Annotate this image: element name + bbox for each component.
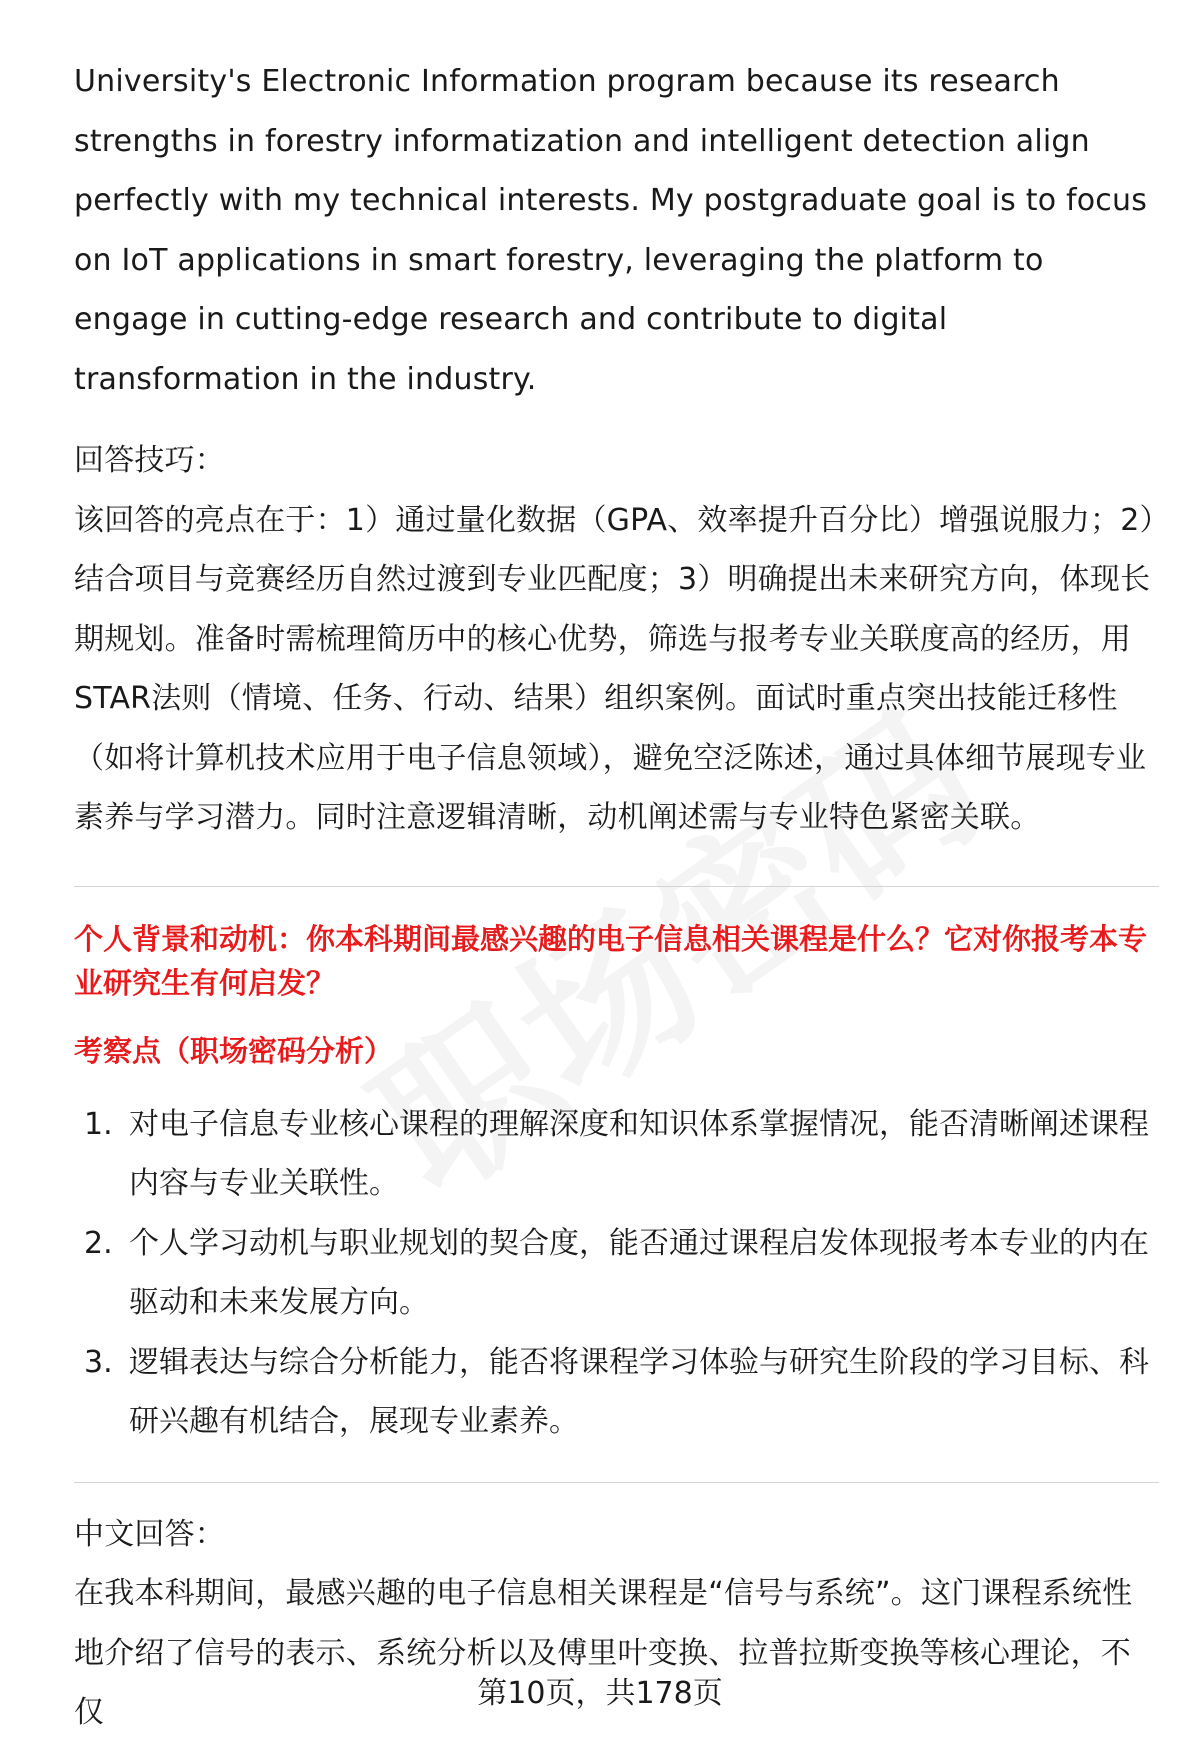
- tips-label: 回答技巧：: [74, 443, 225, 478]
- page-footer: 第10页，共178页: [477, 1676, 723, 1711]
- list-item-text: 个人学习动机与职业规划的契合度，能否通过课程启发体现报考本专业的内在驱动和未来发展方向。: [129, 1225, 1149, 1320]
- list-item: [74, 1214, 1159, 1333]
- question-title: 个人背景和动机：你本科期间最感兴趣的电子信息相关课程是什么？它对你报考本专业研究生有何启发？: [74, 921, 1148, 1000]
- list-item-number: 2.: [84, 1225, 113, 1261]
- list-item-text: 逻辑表达与综合分析能力，能否将课程学习体验与研究生阶段的学习目标、科研兴趣有机结合，展现专业素养。: [129, 1344, 1149, 1439]
- answer-label: 中文回答：: [74, 1516, 225, 1552]
- answer-body: 在我本科期间，最感兴趣的电子信息相关课程是“信号与系统”。这门课程系统性地介绍了信号的表示、系统分析以及傅里叶变换、拉普拉斯变换等核心理论，不仅: [74, 1576, 1133, 1730]
- document-page: [74, 52, 1159, 1743]
- list-item-number: 1.: [84, 1106, 113, 1142]
- question-subtitle: 考察点（职场密码分析）: [74, 1033, 394, 1068]
- list-item-text: 对电子信息专业核心课程的理解深度和知识体系掌握情况，能否清晰阐述课程内容与专业关联性。: [129, 1106, 1149, 1201]
- list-item: [74, 1333, 1159, 1452]
- list-item: [74, 1095, 1159, 1214]
- intro-paragraph: University's Electronic Information program because its research strengths in forestry informatization and intelligent detection align perfectly with my technical interests. My postgraduate goal is to focus on IoT applications in smart forestry, leveraging the platform to engage in cutting-edge research and contribute to digital transformation in the industry.: [74, 64, 1148, 397]
- list-item-number: 3.: [84, 1344, 113, 1380]
- tips-body: 该回答的亮点在于：1）通过量化数据（GPA、效率提升百分比）增强说服力；2）结合项目与竞赛经历自然过渡到专业匹配度；3）明确提出未来研究方向，体现长期规划。准备时需梳理简历中的核心优势，筛选与报考专业关联度高的经历，用STAR法则（情境、任务、行动、结果）组织案例。面试时重点突出技能迁移性（如将计算机技术应用于电子信息领域），避免空泛陈述，通过具体细节展现专业素养与学习潜力。同时注意逻辑清晰，动机阐述需与专业特色紧密关联。: [74, 502, 1155, 835]
- assessment-points-list: [74, 1095, 1159, 1452]
